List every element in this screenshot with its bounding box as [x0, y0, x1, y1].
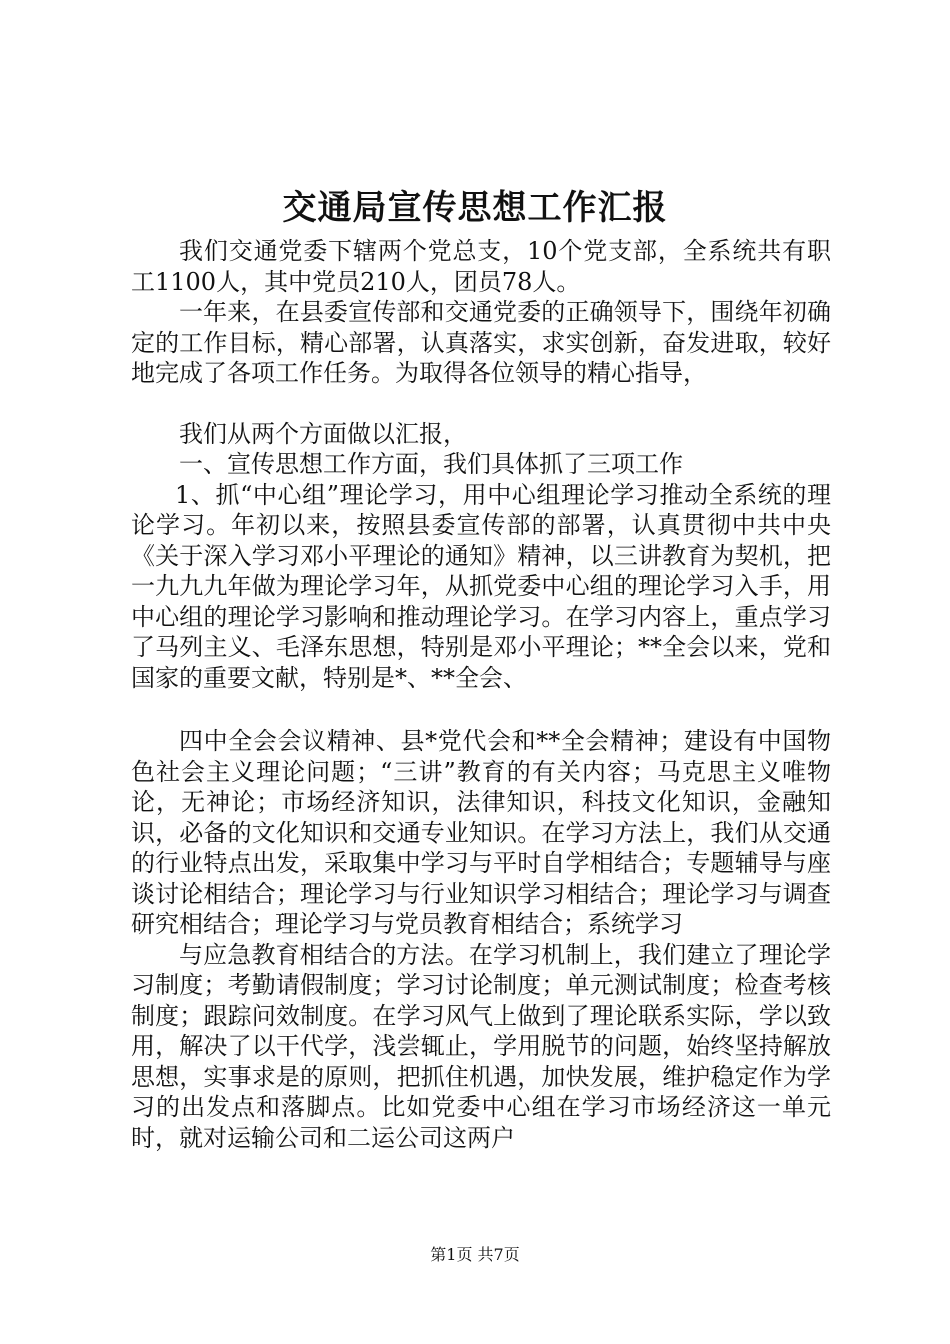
document-body	[131, 236, 831, 1153]
paragraph-5: 四中全会会议精神、县*党代会和**全会精神；建设有中国物色社会主义理论问题；“三讲”教育的有关内容；马克思主义唯物论，无神论；市场经济知识，法律知识，科技文化知识，金融知识，必备的文化知识和交通专业知识。在学习方法上，我们从交通的行业特点出发，采取集中学习与平时自学相结合；专题辅导与座谈讨论相结合；理论学习与行业知识学习相结合；理论学习与调查研究相结合；理论学习与党员教育相结合；系统学习	[131, 727, 831, 938]
document-title: 交通局宣传思想工作汇报	[282, 188, 668, 228]
paragraph-spacer	[131, 389, 831, 419]
paragraph-1: 我们交通党委下辖两个党总支，10个党支部，全系统共有职工1100人，其中党员210人，团员78人。	[131, 237, 831, 296]
paragraph-4: 1、抓“中心组”理论学习，用中心组理论学习推动全系统的理论学习。年初以来，按照县委宣传部的部署，认真贯彻中共中央《关于深入学习邓小平理论的通知》精神，以三讲教育为契机，把一九九九年做为理论学习年，从抓党委中心组的理论学习入手，用中心组的理论学习影响和推动理论学习。在学习内容上，重点学习了马列主义、毛泽东思想，特别是邓小平理论；**全会以来，党和国家的重要文献，特别是*、**全会、	[131, 480, 831, 692]
paragraph-3: 我们从两个方面做以汇报，	[179, 419, 467, 448]
paragraph-spacer	[131, 693, 831, 726]
paragraph-2: 一年来，在县委宣传部和交通党委的正确领导下，围绕年初确定的工作目标，精心部署，认真落实，求实创新，奋发进取，较好地完成了各项工作任务。为取得各位领导的精心指导，	[131, 298, 831, 387]
section-heading: 一、宣传思想工作方面，我们具体抓了三项工作	[179, 450, 683, 478]
page-footer: 第1页 共7页	[430, 1245, 520, 1264]
paragraph-6: 与应急教育相结合的方法。在学习机制上，我们建立了理论学习制度；考勤请假制度；学习讨论制度；单元测试制度；检查考核制度；跟踪问效制度。在学习风气上做到了理论联系实际，学以致用，解决了以干代学，浅尝辄止，学用脱节的问题，始终坚持解放思想，实事求是的原则，把抓住机遇，加快发展，维护稳定作为学习的出发点和落脚点。比如党委中心组在学习市场经济这一单元时，就对运输公司和二运公司这两户	[131, 940, 831, 1152]
